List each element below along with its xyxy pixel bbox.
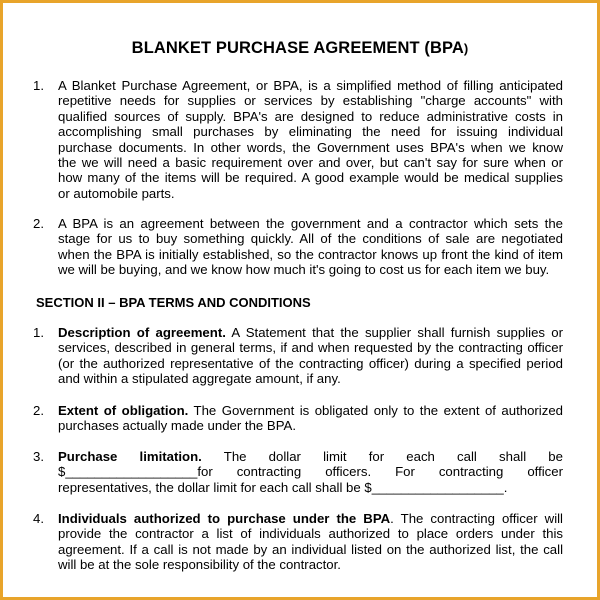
text-line <box>58 403 563 418</box>
text-line: the we will need a basic requirement over and over, but can't say for sure when or <box>58 155 563 171</box>
term-heading: Description of agreement. <box>58 325 226 340</box>
term-item-number: 1. <box>33 325 44 340</box>
text-line <box>58 449 563 464</box>
term-item-number: 4. <box>33 511 44 526</box>
text-line <box>58 325 563 340</box>
term-item-number: 2. <box>33 403 44 418</box>
text-line: (or the authorized representative of the contracting officer) during a specified period <box>58 355 563 371</box>
term-item-3 <box>33 449 563 495</box>
intro-item-body <box>58 78 563 201</box>
text-line <box>58 511 563 526</box>
text-line: A Blanket Purchase Agreement, or BPA, is a simplified method of filling anticipated <box>58 78 563 93</box>
term-item-4 <box>33 511 563 573</box>
section-heading: SECTION II – BPA TERMS AND CONDITIONS <box>36 295 311 310</box>
term-item-2 <box>33 403 563 434</box>
term-first-line-rest: The dollar limit for each call shall be <box>201 449 563 464</box>
text-line: purchases actually made under the BPA. <box>58 418 296 434</box>
document-title-tail: ) <box>463 41 469 56</box>
document-title-text: BLANKET PURCHASE AGREEMENT (BPA <box>131 39 464 57</box>
text-line: purchase documents. In other words, the Government uses BPA's when we know <box>58 139 563 155</box>
term-heading: Individuals authorized to purchase under the BPA <box>58 511 391 526</box>
intro-item-number: 2. <box>33 216 44 231</box>
text-line: we will be buying, and we know how much it's going to cost us for each item we buy. <box>58 262 550 278</box>
term-item-1 <box>33 325 563 387</box>
text-line: agreement. If a call is not made by an individual listed on the authorized list, the call <box>58 541 563 557</box>
text-line: stage for us to buy something quickly. All of the conditions of sale are negotiated <box>58 231 563 247</box>
text-line: accomplishing small purchases by eliminating the need for issuing individual <box>58 124 563 140</box>
intro-item-body <box>58 216 563 278</box>
text-line: or automobile parts. <box>58 185 175 201</box>
term-first-line-rest: . The contracting officer will <box>390 511 563 526</box>
term-item-number: 3. <box>33 449 44 464</box>
text-line: $__________________for contracting officers. For contracting officer <box>58 464 563 480</box>
term-first-line-rest: A Statement that the supplier shall furnish supplies or <box>225 325 563 340</box>
text-line: services, described in general terms, if and when requested by the contracting officer <box>58 340 563 356</box>
text-line: A BPA is an agreement between the government and a contractor which sets the <box>58 216 563 231</box>
term-heading: Purchase limitation. <box>58 449 202 464</box>
text-line: representatives, the dollar limit for each call shall be $__________________. <box>58 479 508 495</box>
term-item-body <box>58 449 563 495</box>
text-line: and within a stipulated aggregate amount, if any. <box>58 371 341 387</box>
term-item-body <box>58 511 563 573</box>
intro-item-1 <box>33 78 563 201</box>
text-line: how many of the items will be required. A good example would be medical supplies <box>58 170 563 186</box>
intro-item-2 <box>33 216 563 278</box>
term-item-body <box>58 325 563 387</box>
term-first-line-rest: The Government is obligated only to the extent of authorized <box>188 403 563 418</box>
text-line: when the BPA is initially established, so the contractor knows up front the kind of item <box>58 246 563 262</box>
term-heading: Extent of obligation. <box>58 403 189 418</box>
text-line: provide the contractor a list of individuals authorized to place orders under this <box>58 526 563 542</box>
text-line: repetitive needs for supplies or services by establishing "charge accounts" with <box>58 93 563 109</box>
text-line: qualified sources of supply. BPA's are designed to reduce administrative costs in <box>58 108 563 124</box>
term-item-body <box>58 403 563 434</box>
intro-item-number: 1. <box>33 78 44 93</box>
document-title <box>3 39 597 58</box>
text-line: will be at the sole responsibility of the contractor. <box>58 557 341 573</box>
